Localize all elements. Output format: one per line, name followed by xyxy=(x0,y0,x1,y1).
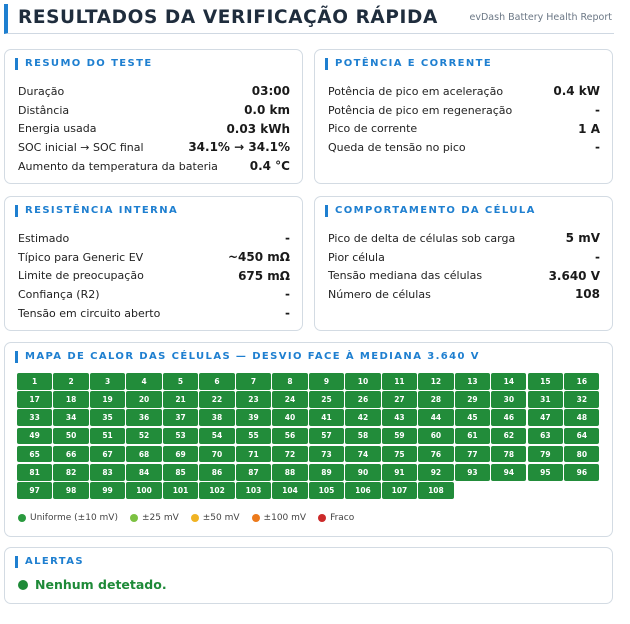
resistencia-row-value: - xyxy=(285,231,290,246)
cell-96: 96 xyxy=(564,464,599,481)
resumo-row-label: Duração xyxy=(18,84,65,98)
comportamento-row xyxy=(328,229,600,248)
card-potencia-title: POTÊNCIA E CORRENTE xyxy=(325,58,492,70)
resumo-row-label: Energia usada xyxy=(18,122,97,136)
cell-80: 80 xyxy=(564,446,599,463)
legend-item xyxy=(252,513,307,523)
cell-23: 23 xyxy=(236,391,271,408)
cell-22: 22 xyxy=(199,391,234,408)
cell-21: 21 xyxy=(163,391,198,408)
cell-53: 53 xyxy=(163,428,198,445)
cell-98: 98 xyxy=(53,482,88,499)
cell-46: 46 xyxy=(491,409,526,426)
resistencia-row-label: Confiança (R2) xyxy=(18,287,100,301)
cell-37: 37 xyxy=(163,409,198,426)
cell-9: 9 xyxy=(309,373,344,390)
resumo-row xyxy=(18,101,290,120)
cell-72: 72 xyxy=(272,446,307,463)
cell-93: 93 xyxy=(455,464,490,481)
cell-1: 1 xyxy=(17,373,52,390)
cell-84: 84 xyxy=(126,464,161,481)
cell-18: 18 xyxy=(53,391,88,408)
cell-30: 30 xyxy=(491,391,526,408)
resistencia-row-label: Estimado xyxy=(18,231,70,245)
cell-62: 62 xyxy=(491,428,526,445)
cell-71: 71 xyxy=(236,446,271,463)
cell-heatmap-grid xyxy=(17,373,599,499)
cell-69: 69 xyxy=(163,446,198,463)
cell-76: 76 xyxy=(418,446,453,463)
report-header xyxy=(4,4,614,34)
cell-85: 85 xyxy=(163,464,198,481)
cell-64: 64 xyxy=(564,428,599,445)
resumo-row-label: Distância xyxy=(18,103,70,117)
cell-38: 38 xyxy=(199,409,234,426)
potencia-row xyxy=(328,101,600,120)
cell-47: 47 xyxy=(528,409,563,426)
resistencia-row xyxy=(18,248,290,267)
resumo-row-value: 03:00 xyxy=(251,84,290,99)
cell-63: 63 xyxy=(528,428,563,445)
cell-8: 8 xyxy=(272,373,307,390)
cell-7: 7 xyxy=(236,373,271,390)
card-resistencia-title: RESISTÊNCIA INTERNA xyxy=(15,205,178,217)
resistencia-row xyxy=(18,266,290,285)
cell-28: 28 xyxy=(418,391,453,408)
cell-99: 99 xyxy=(90,482,125,499)
cell-89: 89 xyxy=(309,464,344,481)
cell-88: 88 xyxy=(272,464,307,481)
card-heatmap-title: MAPA DE CALOR DAS CÉLULAS — DESVIO FACE À MEDIANA 3.640 V xyxy=(15,351,480,363)
cell-102: 102 xyxy=(199,482,234,499)
cell-2: 2 xyxy=(53,373,88,390)
alert-message: Nenhum detetado. xyxy=(35,577,167,592)
cell-55: 55 xyxy=(236,428,271,445)
cell-10: 10 xyxy=(345,373,380,390)
cell-60: 60 xyxy=(418,428,453,445)
cell-61: 61 xyxy=(455,428,490,445)
cell-92: 92 xyxy=(418,464,453,481)
legend-item xyxy=(191,513,240,523)
cell-66: 66 xyxy=(53,446,88,463)
cell-106: 106 xyxy=(345,482,380,499)
cell-42: 42 xyxy=(345,409,380,426)
legend-label: Fraco xyxy=(330,513,355,523)
resumo-row-value: 0.4 °C xyxy=(249,159,290,174)
cell-29: 29 xyxy=(455,391,490,408)
potencia-row-label: Pico de corrente xyxy=(328,122,418,136)
cell-40: 40 xyxy=(272,409,307,426)
potencia-row-label: Queda de tensão no pico xyxy=(328,140,466,154)
comportamento-row xyxy=(328,266,600,285)
resistencia-row-value: - xyxy=(285,287,290,302)
cell-82: 82 xyxy=(53,464,88,481)
card-comportamento-title: COMPORTAMENTO DA CÉLULA xyxy=(325,205,536,217)
legend-label: Uniforme (±10 mV) xyxy=(30,513,118,523)
comportamento-row-value: 5 mV xyxy=(565,231,600,246)
cell-34: 34 xyxy=(53,409,88,426)
resistencia-row-value: 675 mΩ xyxy=(238,268,290,283)
page-title: RESULTADOS DA VERIFICAÇÃO RÁPIDA xyxy=(18,7,438,28)
alert-status xyxy=(18,577,167,592)
cell-27: 27 xyxy=(382,391,417,408)
resumo-row-value: 34.1% → 34.1% xyxy=(188,140,290,155)
cell-12: 12 xyxy=(418,373,453,390)
cell-19: 19 xyxy=(90,391,125,408)
legend-dot-icon xyxy=(191,514,199,522)
cell-59: 59 xyxy=(382,428,417,445)
legend-item xyxy=(18,513,118,523)
cell-73: 73 xyxy=(309,446,344,463)
cell-57: 57 xyxy=(309,428,344,445)
cell-6: 6 xyxy=(199,373,234,390)
cell-13: 13 xyxy=(455,373,490,390)
cell-58: 58 xyxy=(345,428,380,445)
cell-43: 43 xyxy=(382,409,417,426)
legend-dot-icon xyxy=(318,514,326,522)
cell-75: 75 xyxy=(382,446,417,463)
resumo-row-label: SOC inicial → SOC final xyxy=(18,140,144,154)
resumo-rows xyxy=(18,82,290,175)
comportamento-row-value: 3.640 V xyxy=(548,268,600,283)
card-resumo xyxy=(4,49,303,184)
legend-dot-icon xyxy=(130,514,138,522)
cell-95: 95 xyxy=(528,464,563,481)
cell-65: 65 xyxy=(17,446,52,463)
potencia-rows xyxy=(328,82,600,157)
cell-52: 52 xyxy=(126,428,161,445)
potencia-row-value: 0.4 kW xyxy=(553,84,600,99)
cell-3: 3 xyxy=(90,373,125,390)
cell-5: 5 xyxy=(163,373,198,390)
cell-77: 77 xyxy=(455,446,490,463)
cell-11: 11 xyxy=(382,373,417,390)
resistencia-row-label: Típico para Generic EV xyxy=(18,250,144,264)
cell-97: 97 xyxy=(17,482,52,499)
resistencia-row-value: - xyxy=(285,306,290,321)
cell-86: 86 xyxy=(199,464,234,481)
cell-20: 20 xyxy=(126,391,161,408)
cell-94: 94 xyxy=(491,464,526,481)
status-dot-icon xyxy=(18,580,28,590)
resumo-row xyxy=(18,82,290,101)
cell-81: 81 xyxy=(17,464,52,481)
cell-49: 49 xyxy=(17,428,52,445)
legend-item xyxy=(318,513,354,523)
potencia-row xyxy=(328,119,600,138)
cell-50: 50 xyxy=(53,428,88,445)
cell-83: 83 xyxy=(90,464,125,481)
card-alertas xyxy=(4,547,613,604)
cell-79: 79 xyxy=(528,446,563,463)
legend-label: ±100 mV xyxy=(263,513,307,523)
cell-39: 39 xyxy=(236,409,271,426)
cell-4: 4 xyxy=(126,373,161,390)
cell-105: 105 xyxy=(309,482,344,499)
cell-44: 44 xyxy=(418,409,453,426)
cell-54: 54 xyxy=(199,428,234,445)
cell-91: 91 xyxy=(382,464,417,481)
cell-87: 87 xyxy=(236,464,271,481)
cell-74: 74 xyxy=(345,446,380,463)
cell-108: 108 xyxy=(418,482,453,499)
comportamento-rows xyxy=(328,229,600,304)
cell-16: 16 xyxy=(564,373,599,390)
card-resumo-title: RESUMO DO TESTE xyxy=(15,58,153,70)
card-comportamento xyxy=(314,196,613,331)
cell-31: 31 xyxy=(528,391,563,408)
cell-103: 103 xyxy=(236,482,271,499)
resistencia-row-label: Tensão em circuito aberto xyxy=(18,306,161,320)
cell-101: 101 xyxy=(163,482,198,499)
comportamento-row-value: - xyxy=(595,250,600,265)
resistencia-row-value: ~450 mΩ xyxy=(228,250,290,265)
resistencia-row xyxy=(18,285,290,304)
legend-dot-icon xyxy=(18,514,26,522)
potencia-row xyxy=(328,138,600,157)
cell-25: 25 xyxy=(309,391,344,408)
comportamento-row-label: Pico de delta de células sob carga xyxy=(328,231,516,245)
cell-14: 14 xyxy=(491,373,526,390)
comportamento-row-value: 108 xyxy=(574,287,600,302)
legend-label: ±25 mV xyxy=(141,513,179,523)
cell-78: 78 xyxy=(491,446,526,463)
resistencia-row-label: Limite de preocupação xyxy=(18,269,144,283)
resumo-row-value: 0.03 kWh xyxy=(226,121,290,136)
cell-68: 68 xyxy=(126,446,161,463)
cell-41: 41 xyxy=(309,409,344,426)
report-subtitle: evDash Battery Health Report xyxy=(469,12,612,23)
cell-15: 15 xyxy=(528,373,563,390)
card-alertas-title: ALERTAS xyxy=(15,556,84,568)
resumo-row xyxy=(18,119,290,138)
potencia-row xyxy=(328,82,600,101)
cell-36: 36 xyxy=(126,409,161,426)
card-heatmap xyxy=(4,342,613,537)
potencia-row-label: Potência de pico em regeneração xyxy=(328,103,513,117)
cell-17: 17 xyxy=(17,391,52,408)
cell-56: 56 xyxy=(272,428,307,445)
cell-26: 26 xyxy=(345,391,380,408)
cell-70: 70 xyxy=(199,446,234,463)
comportamento-row-label: Pior célula xyxy=(328,250,385,264)
cell-51: 51 xyxy=(90,428,125,445)
cell-104: 104 xyxy=(272,482,307,499)
legend-label: ±50 mV xyxy=(202,513,240,523)
legend-item xyxy=(130,513,179,523)
resistencia-row xyxy=(18,304,290,323)
resumo-row-label: Aumento da temperatura da bateria xyxy=(18,159,218,173)
card-resistencia xyxy=(4,196,303,331)
legend-dot-icon xyxy=(252,514,260,522)
comportamento-row xyxy=(328,285,600,304)
resumo-row xyxy=(18,138,290,157)
potencia-row-value: 1 A xyxy=(578,121,600,136)
cell-90: 90 xyxy=(345,464,380,481)
resistencia-rows xyxy=(18,229,290,322)
cell-35: 35 xyxy=(90,409,125,426)
resistencia-row xyxy=(18,229,290,248)
comportamento-row-label: Tensão mediana das células xyxy=(328,269,483,283)
comportamento-row xyxy=(328,248,600,267)
cell-33: 33 xyxy=(17,409,52,426)
resumo-row xyxy=(18,157,290,176)
cell-67: 67 xyxy=(90,446,125,463)
cell-45: 45 xyxy=(455,409,490,426)
card-potencia xyxy=(314,49,613,184)
cell-32: 32 xyxy=(564,391,599,408)
cell-107: 107 xyxy=(382,482,417,499)
potencia-row-value: - xyxy=(595,140,600,155)
cell-48: 48 xyxy=(564,409,599,426)
heatmap-legend xyxy=(18,513,354,523)
resumo-row-value: 0.0 km xyxy=(244,103,290,118)
cell-24: 24 xyxy=(272,391,307,408)
cell-100: 100 xyxy=(126,482,161,499)
potencia-row-value: - xyxy=(595,103,600,118)
potencia-row-label: Potência de pico em aceleração xyxy=(328,84,504,98)
comportamento-row-label: Número de células xyxy=(328,287,431,301)
